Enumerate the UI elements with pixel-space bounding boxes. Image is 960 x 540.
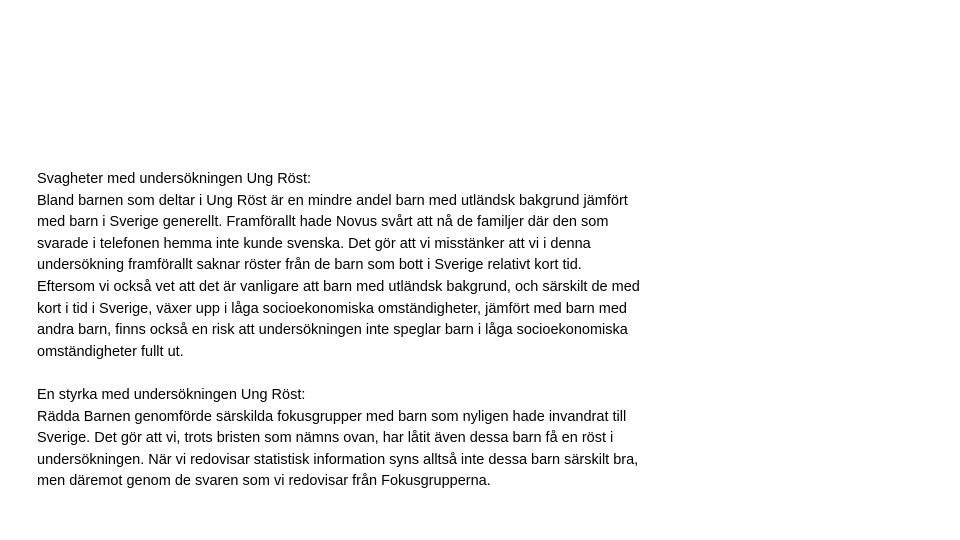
- paragraph-line: undersökningen. När vi redovisar statistisk information syns alltså inte dessa barn särskilt bra,: [37, 451, 639, 468]
- paragraph-line: med barn i Sverige generellt. Framförallt hade Novus svårt att nå de familjer där den som: [37, 214, 609, 231]
- paragraph-line: Sverige. Det gör att vi, trots bristen som nämns ovan, har låtit även dessa barn få en röst i: [37, 430, 614, 447]
- paragraph-line: andra barn, finns också en risk att undersökningen inte speglar barn i låga socioekonomiska: [37, 322, 628, 339]
- paragraph-line: Rädda Barnen genomförde särskilda fokusgrupper med barn som nyligen hade invandrat till: [37, 408, 627, 425]
- paragraph-line: omständigheter fullt ut.: [37, 343, 184, 360]
- paragraph-line: svarade i telefonen hemma inte kunde svenska. Det gör att vi misstänker att vi i denna: [37, 235, 591, 252]
- strength-heading: En styrka med undersökningen Ung Röst:: [37, 386, 306, 403]
- weaknesses-section: [37, 169, 757, 363]
- paragraph-line: kort i tid i Sverige, växer upp i låga socioekonomiska omständigheter, jämfört med barn med: [37, 300, 627, 317]
- paragraph-line: men däremot genom de svaren som vi redovisar från Fokusgrupperna.: [37, 473, 491, 490]
- paragraph-line: undersökning framförallt saknar röster från de barn som bott i Sverige relativt kort tid.: [37, 257, 582, 274]
- text-body: [37, 169, 757, 493]
- strength-section: [37, 385, 757, 493]
- weaknesses-heading: Svagheter med undersökningen Ung Röst:: [37, 171, 312, 187]
- paragraph-line: Eftersom vi också vet att det är vanligare att barn med utländsk bakgrund, och särskilt de med: [37, 278, 640, 295]
- paragraph-line: Bland barnen som deltar i Ung Röst är en mindre andel barn med utländsk bakgrund jämfört: [37, 192, 628, 209]
